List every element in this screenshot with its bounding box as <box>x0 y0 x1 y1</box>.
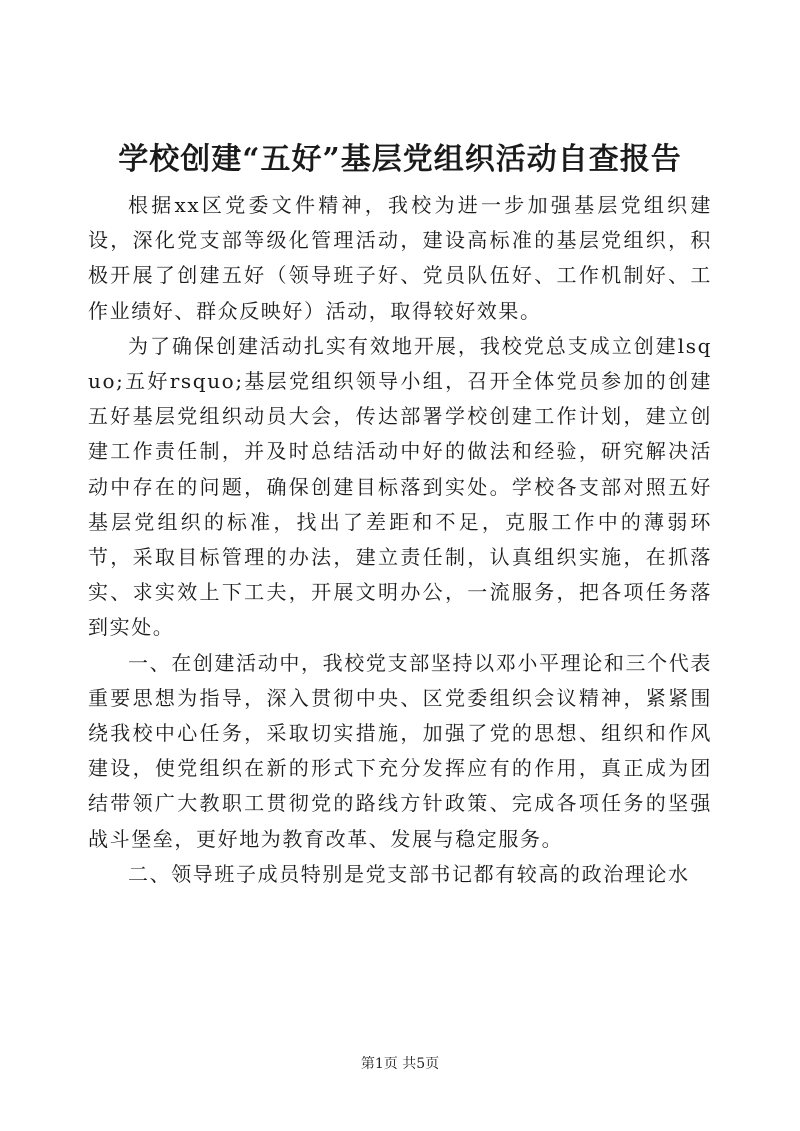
paragraph-4: 二、领导班子成员特别是党支部书记都有较高的政治理论水 <box>128 861 690 886</box>
paragraph-2: 为了确保创建活动扎实有效地开展，我校党总支成立创建lsquo;五好rsquo;基层党组织领导小组，召开全体党员参加的创建五好基层党组织动员大会，传达部署学校创建工作计划，建立创建工作责任制，并及时总结活动中好的做法和经验，研究解决活动中存在的问题，确保创建目标落到实处。学校各支部对照五好基层党组织的标准，找出了差距和不足，克服工作中的薄弱环节，采取目标管理的办法，建立责任制，认真组织实施，在抓落实、求实效上下工夫，开展文明办公，一流服务，把各项任务落到实处。 <box>88 333 712 640</box>
document-title: 学校创建“五好”基层党组织活动自查报告 <box>118 142 682 177</box>
paragraph-1: 根据xx区党委文件精神，我校为进一步加强基层党组织建设，深化党支部等级化管理活动，建设高标准的基层党组织，积极开展了创建五好（领导班子好、党员队伍好、工作机制好、工作业绩好、群众反映好）活动，取得较好效果。 <box>88 193 712 323</box>
document-body <box>88 188 712 892</box>
page-number-footer: 第1页 共5页 <box>360 1056 440 1072</box>
paragraph-3: 一、在创建活动中，我校党支部坚持以邓小平理论和三个代表重要思想为指导，深入贯彻中央、区党委组织会议精神，紧紧围绕我校中心任务，采取切实措施，加强了党的思想、组织和作风建设，使党组织在新的形式下充分发挥应有的作用，真正成为团结带领广大教职工贯彻党的路线方针政策、完成各项任务的坚强战斗堡垒，更好地为教育改革、发展与稳定服务。 <box>88 650 712 851</box>
